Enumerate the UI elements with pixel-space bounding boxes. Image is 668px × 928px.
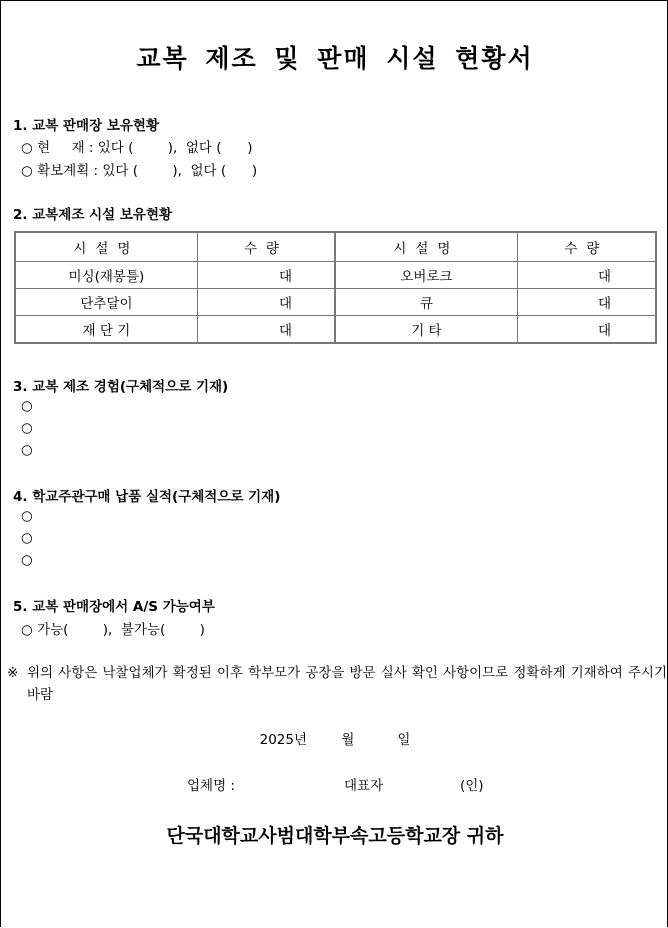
quantity-cell: 대 <box>517 289 656 316</box>
facility-name-cell: 오버로크 <box>335 262 517 289</box>
header-quantity-1: 수량 <box>197 232 335 262</box>
table-row <box>15 289 656 316</box>
header-facility-name-1: 시설명 <box>15 232 197 262</box>
quantity-cell: 대 <box>197 316 335 344</box>
facility-name-cell: 재 단 기 <box>15 316 197 344</box>
addressee: 단국대학교사범대학부속고등학교장 귀하 <box>166 825 504 847</box>
table-header-row <box>15 232 656 262</box>
section5-heading: 5. 교복 판매장에서 A/S 가능여부 <box>13 599 215 615</box>
section4-heading: 4. 학교주관구매 납품 실적(구체적으로 기재) <box>13 489 281 505</box>
section4-item: ○ <box>21 552 33 568</box>
section4-item: ○ <box>21 530 33 546</box>
date-month: 월 <box>341 732 355 748</box>
reference-mark: ※ <box>7 665 19 681</box>
section1-heading: 1. 교복 판매장 보유현황 <box>13 118 159 134</box>
date-day: 일 <box>397 732 411 748</box>
quantity-cell: 대 <box>197 262 335 289</box>
section3-item: ○ <box>21 442 33 458</box>
header-quantity-2: 수량 <box>517 232 656 262</box>
section3-heading: 3. 교복 제조 경험(구체적으로 기재) <box>13 379 229 395</box>
table-row <box>15 262 656 289</box>
facility-name-cell: 기 타 <box>335 316 517 344</box>
representative-label: 대표자 <box>344 778 384 794</box>
facility-name-cell: 큐 <box>335 289 517 316</box>
section1-plan-line: ○ 확보계획 : 있다 ( ), 없다 ( ) <box>21 163 258 179</box>
seal-mark: (인) <box>460 778 484 794</box>
quantity-cell: 대 <box>197 289 335 316</box>
facility-name-cell: 단추달이 <box>15 289 197 316</box>
section5-as-line: ○ 가능( ), 불가능( ) <box>21 622 205 638</box>
section3-item: ○ <box>21 420 33 436</box>
company-label: 업체명 : <box>187 778 235 794</box>
section3-item: ○ <box>21 398 33 414</box>
quantity-cell: 대 <box>517 262 656 289</box>
section1-current-line: ○ 현 재 : 있다 ( ), 없다 ( ) <box>21 140 253 156</box>
header-facility-name-2: 시설명 <box>335 232 517 262</box>
table-row <box>15 316 656 344</box>
facility-name-cell: 미싱(재봉틀) <box>15 262 197 289</box>
date-line <box>1 728 668 748</box>
notice-text: 위의 사항은 낙찰업체가 확정된 이후 학부모가 공장을 방문 실사 확인 사항이므로 정확하게 기재하여 주시기 바람 <box>27 665 667 703</box>
section2-heading: 2. 교복제조 시설 보유현황 <box>13 207 173 223</box>
section4-item: ○ <box>21 508 33 524</box>
date-year: 2025년 <box>259 732 308 748</box>
quantity-cell: 대 <box>517 316 656 344</box>
facility-table <box>14 231 657 344</box>
page-title: 교복 제조 및 판매 시설 현황서 <box>136 44 534 73</box>
